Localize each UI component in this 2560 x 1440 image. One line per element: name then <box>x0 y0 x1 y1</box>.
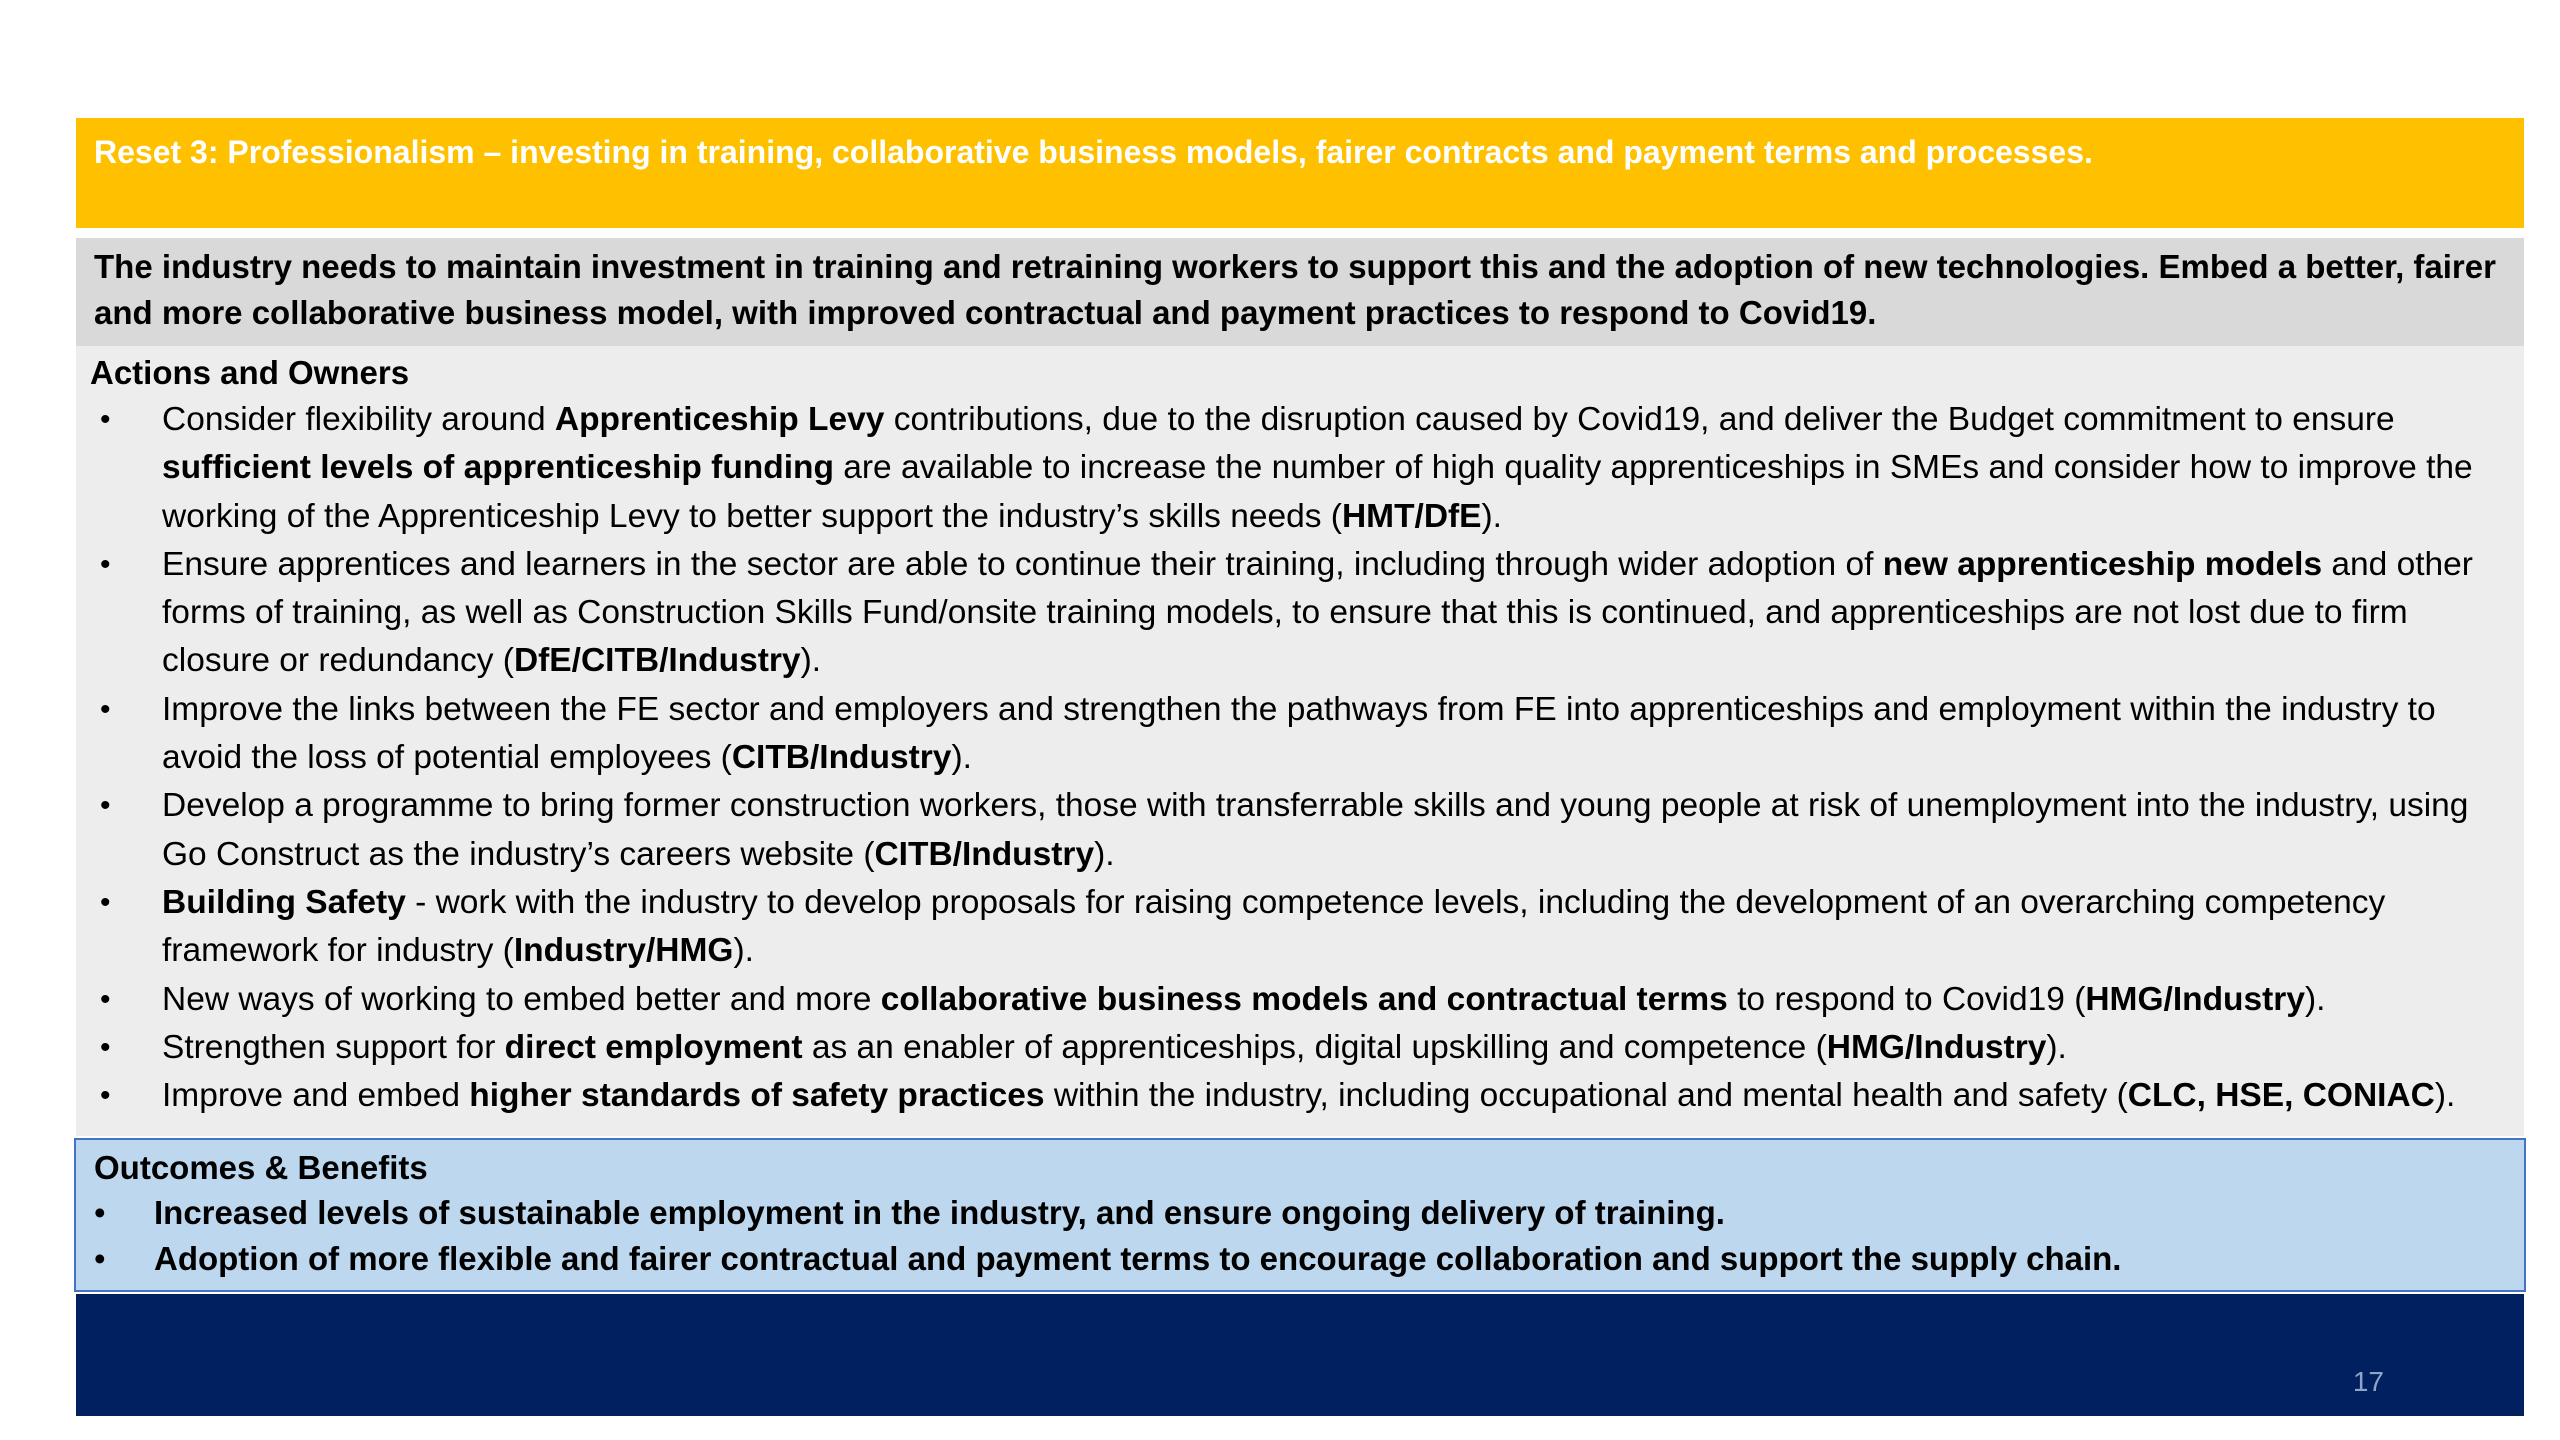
action-item <box>90 1024 2514 1072</box>
outcome-item <box>94 1190 2506 1236</box>
outcome-item <box>94 1236 2506 1282</box>
outcome-text: Increased levels of sustainable employment in the industry, and ensure ongoing delivery of training. <box>154 1194 1725 1231</box>
action-text: Consider flexibility around <box>162 401 555 438</box>
outcomes-list <box>94 1190 2506 1282</box>
action-text: Ensure apprentices and learners in the sector are able to continue their training, including through wider adoption of <box>162 545 1883 583</box>
bullet-icon: • <box>100 982 111 1016</box>
summary-text: The industry needs to maintain investment in training and retraining workers to support this and the adoption of new technologies. Embed a better, fairer and more collaborative business model, with improved contractual and payment practices to respond to Covid19. <box>94 248 2496 331</box>
action-text: ). <box>2434 1077 2456 1115</box>
action-owner-or-key-term: CLC, HSE, CONIAC <box>2127 1077 2435 1115</box>
action-text: Improve and embed <box>162 1077 470 1115</box>
bullet-icon: • <box>94 1240 106 1277</box>
action-text: Strengthen support for <box>162 1028 505 1066</box>
page-number: 17 <box>2352 1366 2384 1397</box>
action-owner-or-key-term: Industry/HMG <box>513 932 734 970</box>
action-item <box>90 782 2514 879</box>
action-item <box>90 541 2514 686</box>
action-text: ). <box>1094 835 1115 873</box>
action-text: as an enabler of apprenticeships, digital upskilling and competence ( <box>802 1028 1827 1066</box>
action-text: Improve the links between the FE sector and employers and strengthen the pathways from FE into apprenticeships and employment within the industry to avoid the loss of potential employees ( <box>162 690 2436 777</box>
action-owner-or-key-term: Apprenticeship Levy <box>554 401 885 438</box>
action-owner-or-key-term: new apprenticeship models <box>1882 545 2323 583</box>
bullet-icon: • <box>94 1194 106 1231</box>
summary-box <box>76 238 2524 346</box>
slide-title: Reset 3: Professionalism – investing in training, collaborative business models, fairer contracts and payment terms and processes. <box>94 134 2093 170</box>
action-text: Develop a programme to bring former construction workers, those with transferrable skills and young people at risk of unemployment into the industry, using Go Construct as the industry’s careers website ( <box>162 787 2469 873</box>
action-text: ). <box>1481 497 1502 535</box>
action-text: ). <box>733 932 754 970</box>
bullet-icon: • <box>100 692 111 726</box>
action-text: - work with the industry to develop proposals for raising competence levels, including the development of an overarching competency framework for industry ( <box>162 883 2386 970</box>
action-text: and other forms of training, as well as Construction Skills Fund/onsite training models, to ensure that this is continued, and apprenticeships are not lost due to firm closure or redundancy ( <box>162 545 2473 680</box>
action-owner-or-key-term: DfE/CITB/Industry <box>513 642 801 680</box>
action-text: to respond to Covid19 ( <box>1727 980 2086 1018</box>
bullet-icon: • <box>100 403 111 436</box>
action-item <box>90 879 2514 976</box>
action-item <box>90 1072 2514 1120</box>
action-text: ). <box>800 642 822 680</box>
action-owner-or-key-term: CITB/Industry <box>731 739 952 777</box>
action-owner-or-key-term: direct employment <box>504 1028 803 1066</box>
action-item <box>90 686 2514 783</box>
outcome-text: Adoption of more flexible and fairer contractual and payment terms to encourage collaboration and support the supply chain. <box>154 1240 2122 1277</box>
outcomes-title: Outcomes & Benefits <box>94 1149 428 1186</box>
action-owner-or-key-term: sufficient levels of apprenticeship funding <box>162 449 834 487</box>
outcomes-section <box>74 1138 2526 1292</box>
bullet-icon: • <box>100 885 111 919</box>
actions-section <box>76 346 2524 1136</box>
bullet-icon: • <box>100 1079 111 1113</box>
actions-list <box>90 396 2514 1120</box>
action-text: within the industry, including occupational and mental health and safety ( <box>1044 1077 2128 1115</box>
header-banner <box>76 118 2524 228</box>
action-owner-or-key-term: CITB/Industry <box>874 835 1095 873</box>
action-item <box>90 396 2514 541</box>
bullet-icon: • <box>100 789 111 823</box>
action-text: contributions, due to the disruption caused by Covid19, and deliver the Budget commitment to ensure <box>884 401 2395 438</box>
action-owner-or-key-term: HMG/Industry <box>2085 980 2305 1018</box>
action-owner-or-key-term: HMG/Industry <box>1826 1028 2047 1066</box>
action-text: ). <box>2046 1028 2067 1066</box>
bullet-icon: • <box>100 547 111 581</box>
footer-bar <box>76 1294 2524 1416</box>
action-owner-or-key-term: HMT/DfE <box>1341 497 1482 535</box>
action-text: are available to increase the number of high quality apprenticeships in SMEs and consider how to improve the working of the Apprenticeship Levy to better support the industry’s skills needs ( <box>162 449 2473 535</box>
action-owner-or-key-term: higher standards of safety practices <box>469 1077 1045 1115</box>
action-text: ). <box>951 739 972 777</box>
actions-title: Actions and Owners <box>90 354 410 391</box>
action-owner-or-key-term: collaborative business models and contractual terms <box>880 980 1728 1018</box>
action-text: ). <box>2304 980 2326 1018</box>
bullet-icon: • <box>100 1030 111 1064</box>
action-owner-or-key-term: Building Safety <box>162 883 406 921</box>
action-text: New ways of working to embed better and more <box>162 980 881 1018</box>
action-item <box>90 976 2514 1024</box>
